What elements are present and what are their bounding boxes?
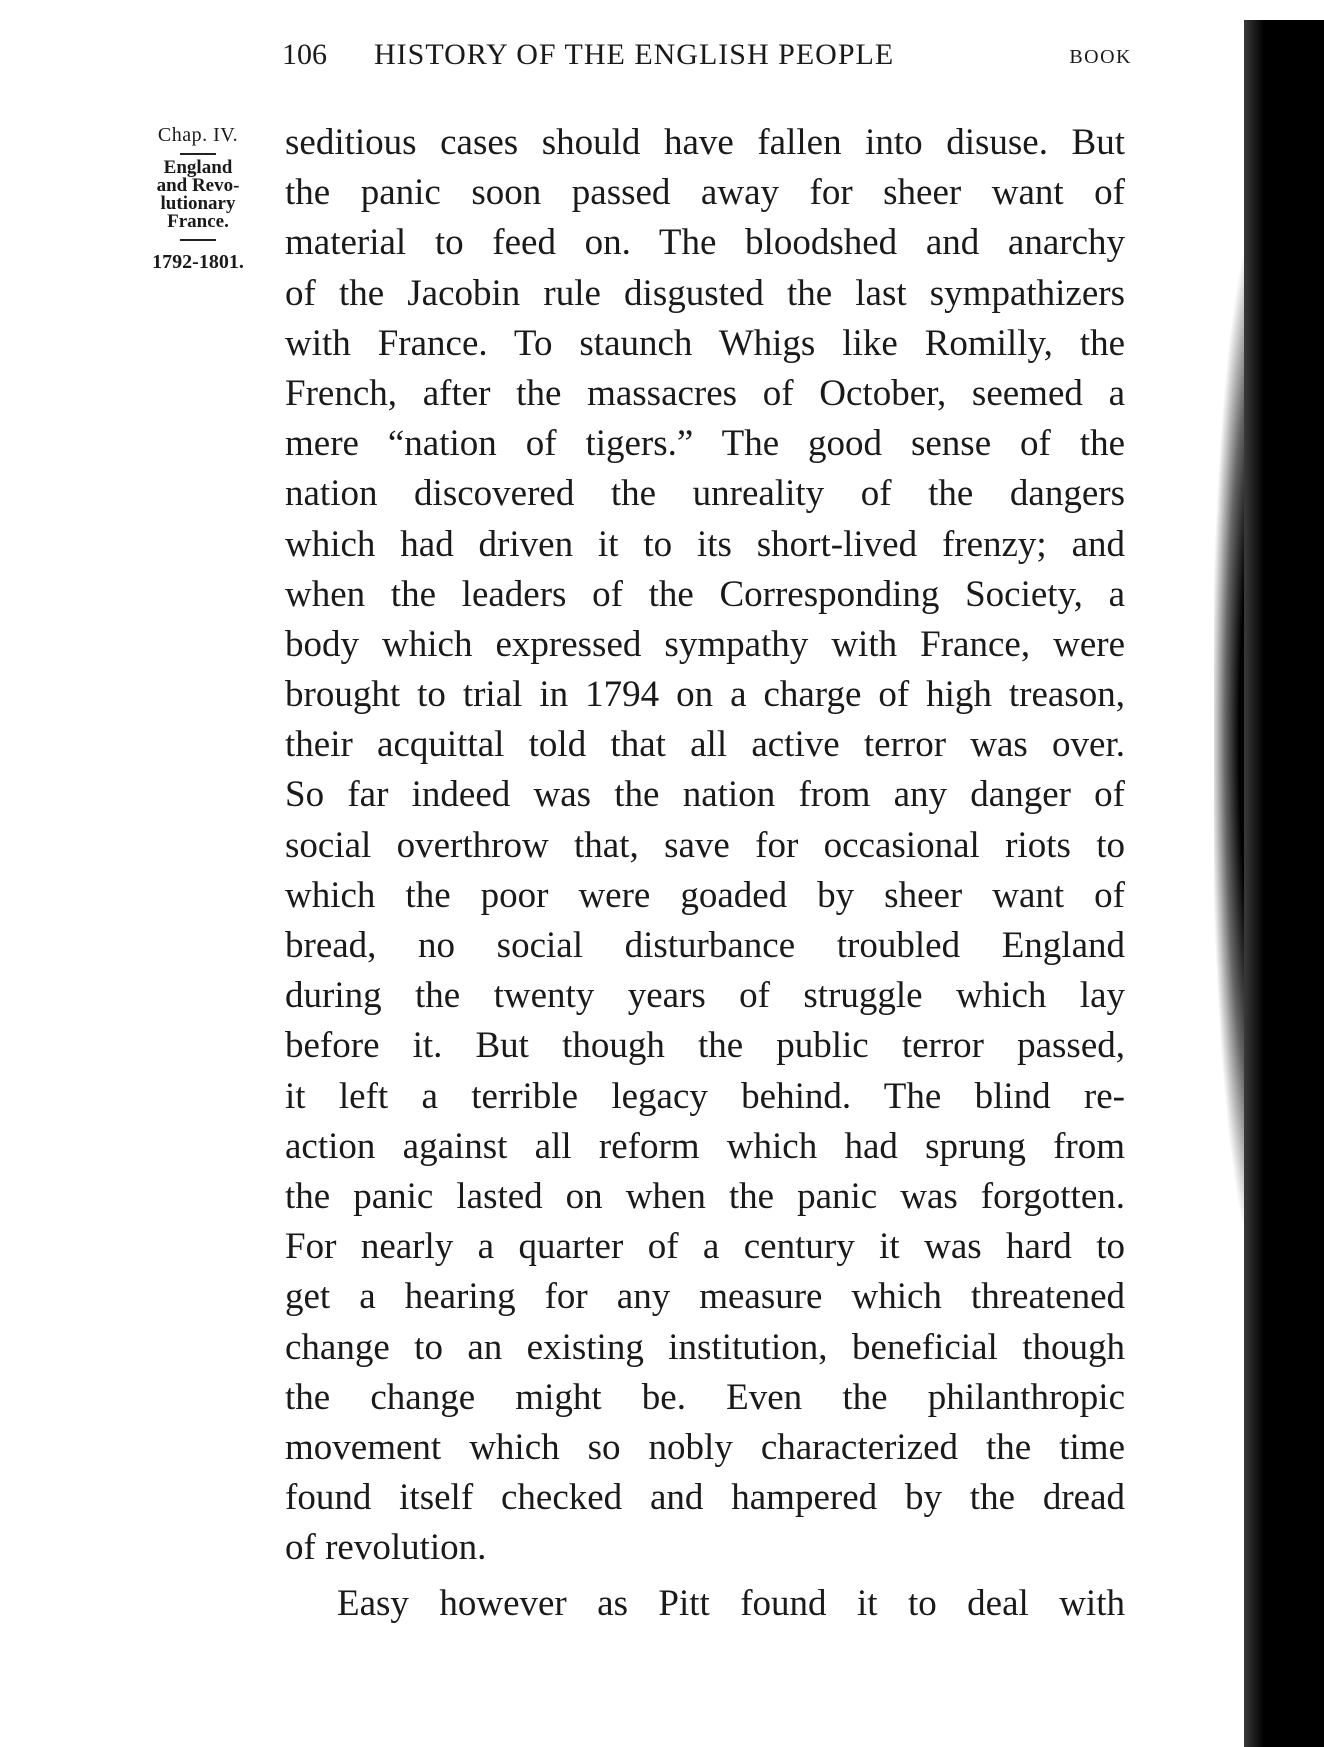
text-line: the panic soon passed away for sheer want of [285,172,1125,214]
margin-topic-line: and Revo- [156,175,240,196]
book-label: BOOK [1069,46,1132,68]
text-line: nation discovered the unreality of the dangers [285,473,1125,515]
text-line: brought to trial in 1794 on a charge of high treason, [285,674,1125,716]
text-line: French, after the massacres of October, seemed a [285,372,1125,414]
margin-topic-line: lutionary [160,193,236,214]
text-line: change to an existing institution, beneficial though [285,1326,1125,1368]
text-line: found itself checked and hampered by the dread [285,1477,1125,1519]
text-line: mere “nation of tigers.” The good sense of the [285,423,1125,465]
text-line: the change might be. Even the philanthropic [285,1376,1125,1418]
text-line: social overthrow that, save for occasional riots to [285,824,1125,866]
next-paragraph-line: Easy however as Pitt found it to deal with [337,1583,1125,1625]
running-title: HISTORY OF THE ENGLISH PEOPLE [374,38,895,71]
body-text [285,118,1125,1630]
text-line: get a hearing for any measure which threatened [285,1276,1125,1318]
text-line: of the Jacobin rule disgusted the last sympathizers [285,272,1125,314]
text-line: movement which so nobly characterized the time [285,1426,1125,1468]
text-line: body which expressed sympathy with France, were [285,623,1125,665]
text-line: material to feed on. The bloodshed and anarchy [285,222,1125,264]
text-line: For nearly a quarter of a century it was hard to [285,1226,1125,1268]
text-line: the panic lasted on when the panic was forgotten. [285,1175,1125,1217]
chapter-label: Chap. IV. [157,124,239,146]
scan-edge [1244,20,1324,1747]
text-line: bread, no social disturbance troubled England [285,925,1125,966]
margin-dates: 1792-1801. [152,251,244,273]
text-line: which the poor were goaded by sheer want of [285,874,1125,916]
text-line: during the twenty years of struggle which lay [285,975,1125,1017]
text-line: So far indeed was the nation from any danger of [285,774,1125,816]
text-line: of revolution. [285,1527,487,1569]
text-line: it left a terrible legacy behind. The blind re- [285,1075,1125,1117]
text-line: their acquittal told that all active terror was over. [285,724,1125,766]
text-line: action against all reform which had sprung from [285,1125,1125,1167]
margin-rule [180,153,216,155]
margin-rule [180,239,216,241]
text-line: with France. To staunch Whigs like Romilly, the [285,322,1125,364]
margin-topic-line: France. [167,211,229,232]
text-line: when the leaders of the Corresponding Society, a [285,573,1125,615]
margin-topic-line: England [163,157,233,178]
margin-topic [128,159,268,231]
text-line: which had driven it to its short-lived frenzy; and [285,523,1125,565]
margin-notes [128,124,268,274]
text-line: before it. But though the public terror passed, [285,1025,1125,1067]
page-number: 106 [282,38,327,71]
text-line: seditious cases should have fallen into disuse. But [285,122,1125,163]
running-head [282,38,1132,78]
